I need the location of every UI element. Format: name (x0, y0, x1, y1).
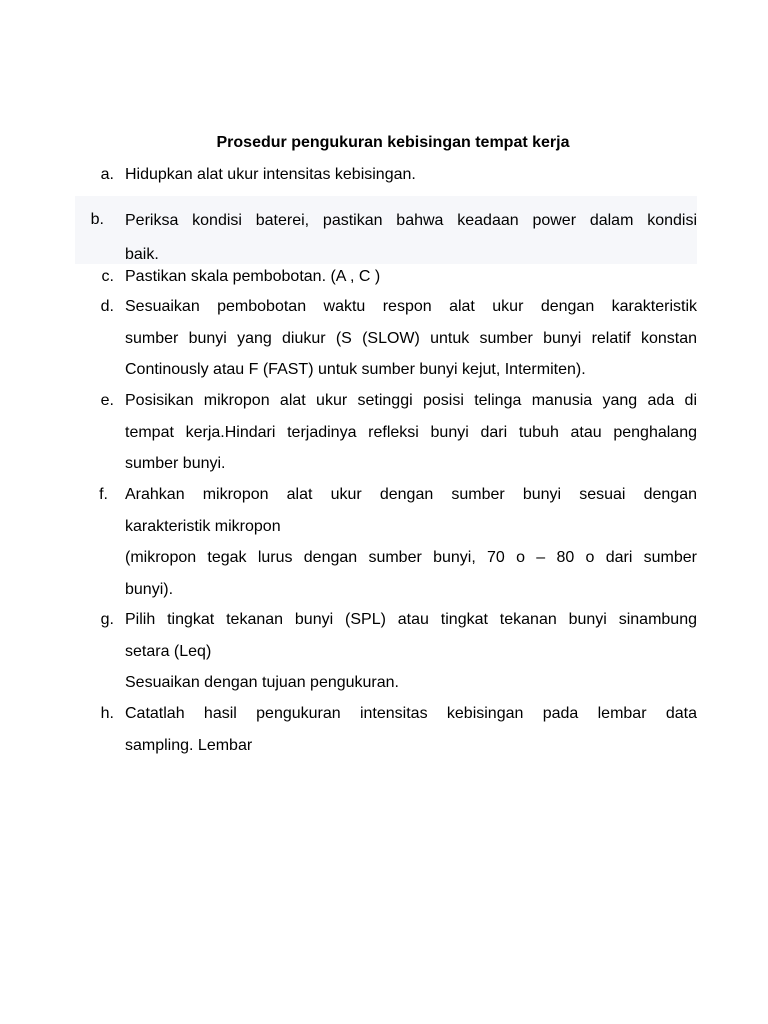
list-item-text (125, 261, 697, 293)
document-title: Prosedur pengukuran kebisingan tempat kerja (216, 134, 570, 151)
text-line: bunyi). (125, 580, 174, 598)
text-line: baik. (125, 246, 159, 263)
list-item-text (125, 385, 697, 480)
text-line: sumber bunyi yang diukur (S (SLOW) untuk sumber bunyi relatif konstan (125, 329, 697, 347)
text-line: Sesuaikan dengan tujuan pengukuran. (125, 674, 399, 691)
text-line: Sesuaikan pembobotan waktu respon alat ukur dengan karakteristik (125, 298, 697, 315)
list-marker: c. (101, 268, 114, 285)
list-marker: e. (100, 392, 114, 409)
list-item-text (125, 291, 697, 386)
list-marker: g. (100, 611, 114, 628)
text-line: sumber bunyi. (125, 455, 226, 472)
text-line: sampling. Lembar (125, 736, 253, 754)
list-marker: h. (100, 705, 114, 722)
text-line: Catatlah hasil pengukuran intensitas kebisingan pada lembar data (125, 705, 697, 722)
list-marker: a. (100, 166, 114, 183)
list-item-text (125, 604, 697, 699)
text-line: (mikropon tegak lurus dengan sumber bunyi, 70 o – 80 o dari sumber (125, 549, 697, 566)
text-line: Pastikan skala pembobotan. (A , C ) (125, 268, 381, 285)
list-marker: b. (90, 211, 104, 228)
text-line: tempat kerja.Hindari terjadinya refleksi bunyi dari tubuh atau penghalang (125, 423, 697, 441)
list-item-text (125, 159, 697, 191)
text-line: Continously atau F (FAST) untuk sumber bunyi kejut, Intermiten). (125, 361, 586, 378)
text-line: setara (Leq) (125, 642, 212, 660)
text-line: Hidupkan alat ukur intensitas kebisingan. (125, 166, 416, 183)
text-line: Periksa kondisi baterei, pastikan bahwa keadaan power dalam kondisi (125, 212, 697, 229)
list-marker: d. (100, 298, 114, 315)
list-item-text (125, 698, 697, 761)
text-line: Posisikan mikropon alat ukur setinggi posisi telinga manusia yang ada di (125, 392, 697, 409)
text-line: Pilih tingkat tekanan bunyi (SPL) atau tingkat tekanan bunyi sinambung (125, 611, 697, 628)
text-line: karakteristik mikropon (125, 517, 281, 535)
list-item-text (125, 479, 697, 605)
list-marker: f. (99, 486, 108, 503)
text-line: Arahkan mikropon alat ukur dengan sumber bunyi sesuai dengan (125, 486, 697, 503)
